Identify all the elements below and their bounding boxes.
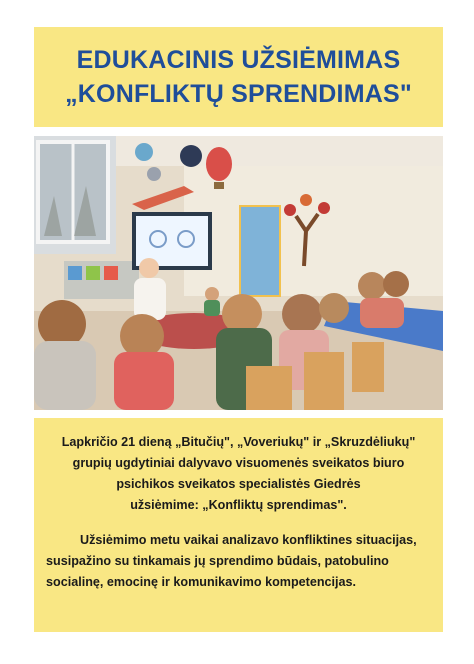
paragraph-line: užsiėmime: „Konfliktų sprendimas". [130, 498, 347, 512]
paragraph-outcome [46, 530, 431, 593]
paragraph-line: grupių ugdytiniai dalyvavo visuomenės sveikatos biuro [72, 456, 405, 470]
title-banner [34, 27, 443, 127]
paragraph-line: psichikos sveikatos specialistės Giedrės [116, 477, 361, 491]
paragraph-line: Užsiėmimo metu vaikai analizavo konfliktines situacijas, [80, 533, 417, 547]
paragraph-event [46, 432, 431, 516]
description-box [34, 418, 443, 632]
title-line-1: EDUKACINIS UŽSIĖMIMAS [76, 46, 401, 74]
paragraph-line: susipažino su tinkamais jų sprendimo būdais, patobulino [46, 554, 389, 568]
classroom-photo [34, 136, 443, 410]
paragraph-line: socialinę, emocinę ir komunikavimo kompetencijas. [46, 575, 357, 589]
title-line-2: „KONFLIKTŲ SPRENDIMAS" [65, 80, 412, 108]
paragraph-line: Lapkričio 21 dieną „Bitučių", „Voveriukų" ir „Skruzdėliukų" [61, 435, 416, 449]
